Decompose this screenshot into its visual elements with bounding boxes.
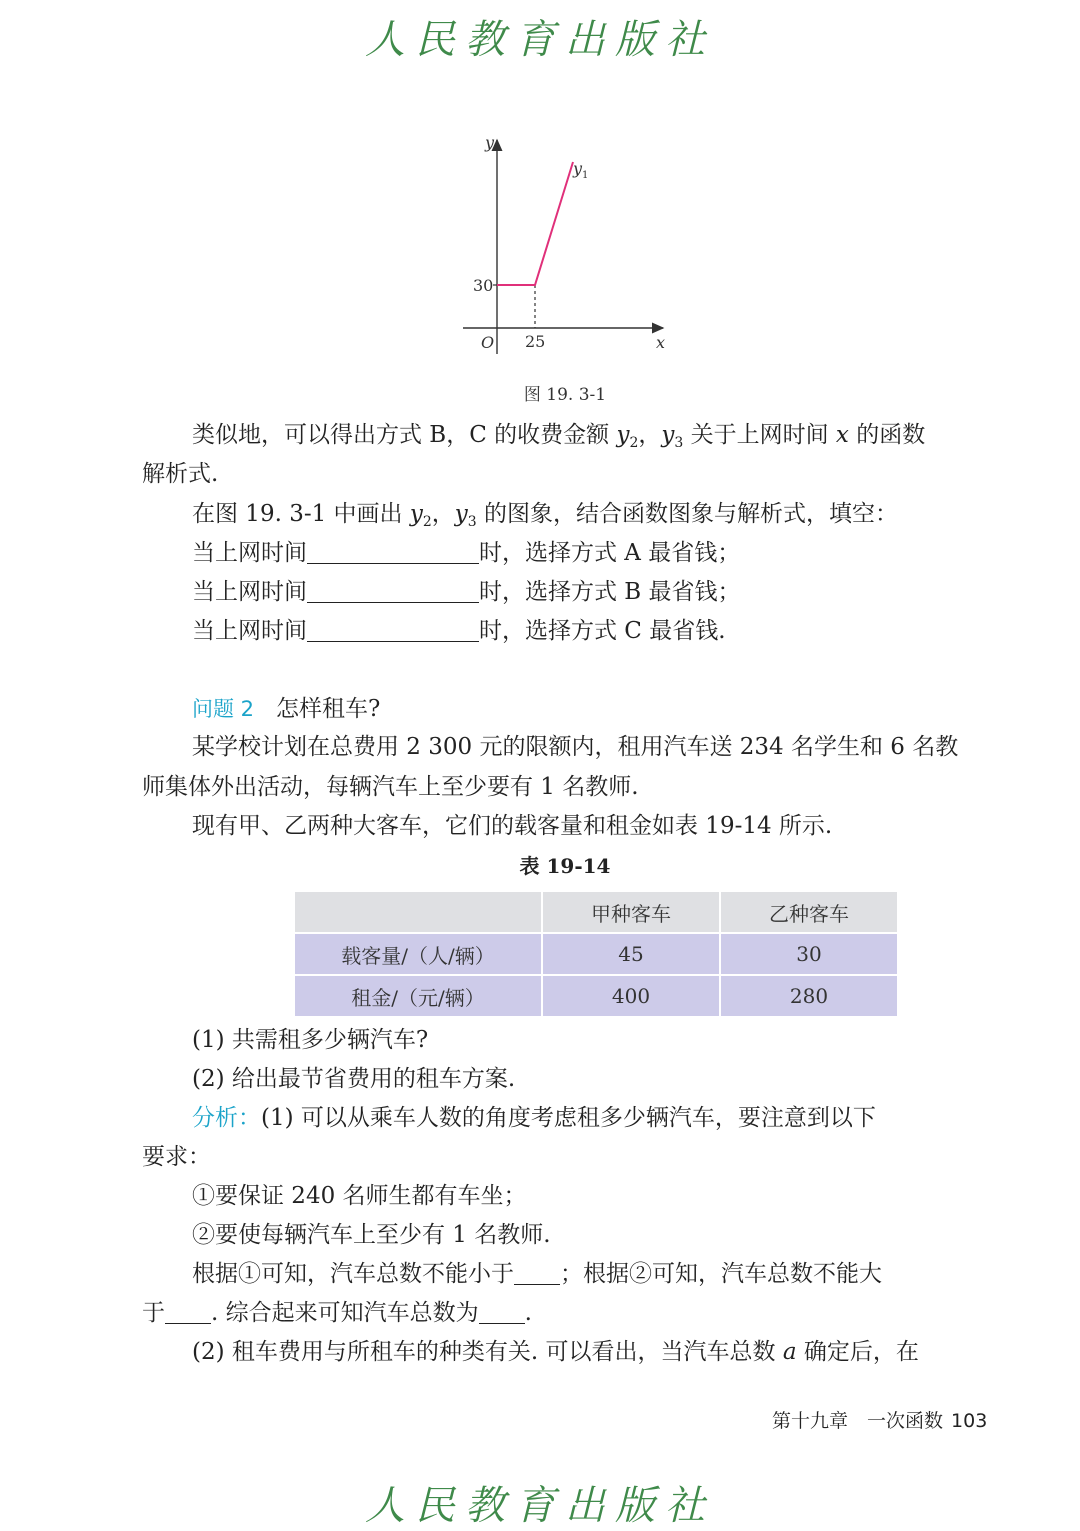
table-title: 表 19-14 xyxy=(519,854,611,878)
figure-caption: 图 19. 3-1 xyxy=(523,385,607,405)
question-1: (1) 共需租多少辆汽车? xyxy=(192,1027,429,1053)
paragraph-1-line-2: 解析式. xyxy=(142,461,219,487)
answer-blank[interactable] xyxy=(165,1299,211,1324)
analysis-line-2: 要求： xyxy=(142,1144,211,1170)
answer-blank[interactable] xyxy=(514,1260,560,1285)
y-tick-label: 30 xyxy=(473,276,494,295)
table-cell: 400 xyxy=(542,975,720,1017)
page-footer xyxy=(772,1406,987,1433)
problem-2-title: 怎样租车? xyxy=(276,696,381,722)
question-2: (2) 给出最节省费用的租车方案. xyxy=(192,1066,516,1092)
function-graph-figure xyxy=(455,132,685,362)
table-header-row xyxy=(294,891,898,933)
answer-blank[interactable] xyxy=(307,617,479,642)
y1-function-line xyxy=(497,162,573,285)
page-number: 103 xyxy=(951,1410,988,1432)
table-cell: 租金/（元/辆） xyxy=(294,975,542,1017)
bus-data-table xyxy=(293,890,899,1018)
x-tick-label: 25 xyxy=(525,332,546,351)
condition-1: ①要保证 240 名师生都有车坐； xyxy=(192,1183,527,1209)
problem-2-text-line-3: 现有甲、乙两种大客车，它们的载客量和租金如表 19-14 所示. xyxy=(192,813,833,839)
paragraph-1-line-1: 类似地，可以得出方式 B，C 的收费金额 $y_2$，$y_3$ 关于上网时间 x 的函数 xyxy=(192,422,926,451)
analysis-line-1: 分析：(1) 可以从乘车人数的角度考虑租多少辆汽车，要注意到以下 xyxy=(192,1105,876,1131)
problem-2-text-line-1: 某学校计划在总费用 2 300 元的限额内，租用汽车送 234 名学生和 6 名教 xyxy=(192,734,959,760)
table-cell: 载客量/（人/辆） xyxy=(294,933,542,975)
publisher-watermark-bottom: 人民教育出版社 xyxy=(365,1483,715,1529)
fill-blank-c: 当上网时间 时，选择方式 C 最省钱. xyxy=(192,618,726,644)
y-axis-label: y xyxy=(485,133,495,152)
origin-label: O xyxy=(481,333,495,352)
answer-blank[interactable] xyxy=(307,578,479,603)
table-header-cell xyxy=(294,891,542,933)
analysis-label: 分析： xyxy=(192,1105,261,1131)
publisher-watermark-top: 人民教育出版社 xyxy=(365,17,715,63)
paragraph-2: 在图 19. 3-1 中画出 $y_2$，$y_3$ 的图象，结合函数图象与解析式，填空： xyxy=(192,501,899,530)
answer-blank[interactable] xyxy=(307,539,479,564)
table-cell: 280 xyxy=(720,975,898,1017)
condition-2: ②要使每辆汽车上至少有 1 名教师. xyxy=(192,1222,551,1248)
answer-blank[interactable] xyxy=(479,1299,525,1324)
analysis-line-6: 于 . 综合起来可知汽车总数为 . xyxy=(142,1300,532,1326)
table-row xyxy=(294,975,898,1017)
analysis-line-7: (2) 租车费用与所租车的种类有关. 可以看出，当汽车总数 a 确定后，在 xyxy=(192,1339,919,1365)
x-axis-label: x xyxy=(656,333,666,352)
fill-blank-a: 当上网时间 时，选择方式 A 最省钱； xyxy=(192,540,741,566)
problem-2-text-line-2: 师集体外出活动，每辆汽车上至少要有 1 名教师. xyxy=(142,774,639,800)
table-cell: 30 xyxy=(720,933,898,975)
fill-blank-b: 当上网时间 时，选择方式 B 最省钱； xyxy=(192,579,741,605)
problem-2-label: 问题 2 xyxy=(192,697,255,721)
table-row xyxy=(294,933,898,975)
table-header-cell: 甲种客车 xyxy=(542,891,720,933)
table-header-cell: 乙种客车 xyxy=(720,891,898,933)
analysis-line-5: 根据①可知，汽车总数不能小于 ；根据②可知，汽车总数不能大 xyxy=(192,1261,882,1287)
line-label-y1: $y_1$ xyxy=(573,159,589,181)
chapter-title: 第十九章 一次函数 xyxy=(772,1410,944,1432)
table-cell: 45 xyxy=(542,933,720,975)
problem-2-heading xyxy=(192,693,380,725)
